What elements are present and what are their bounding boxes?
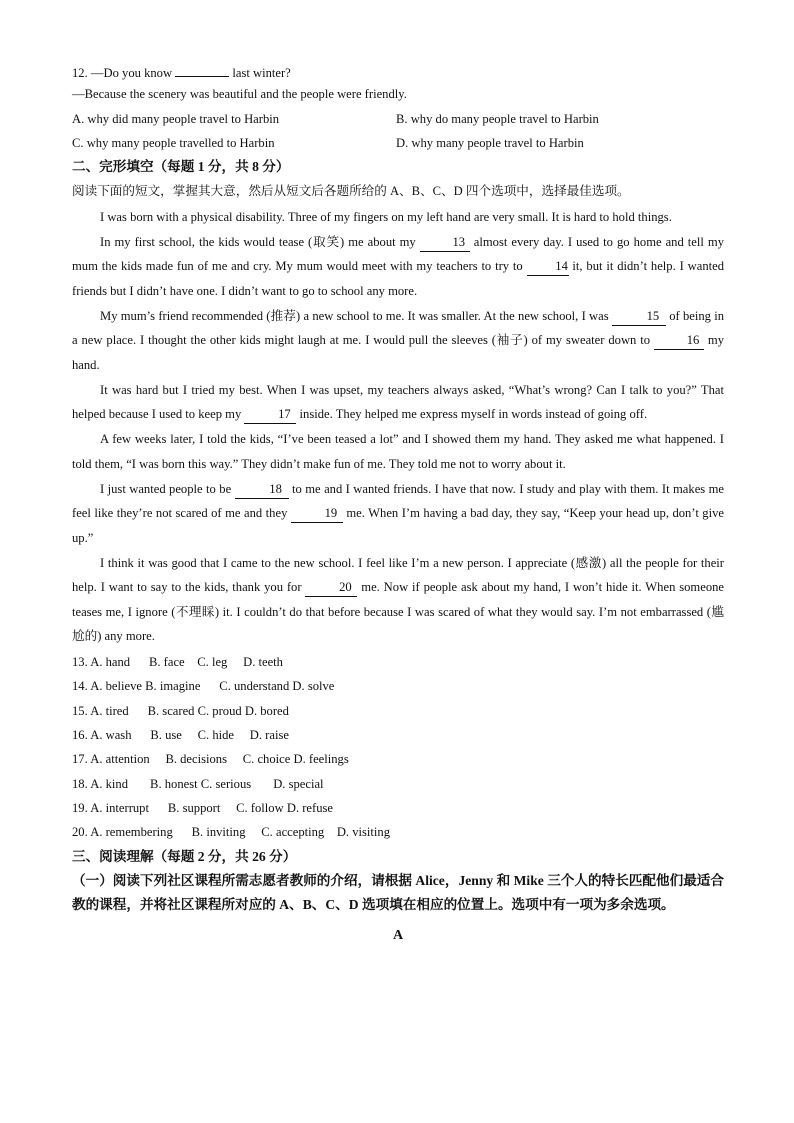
passage-paragraph-4: It was hard but I tried my best. When I was upset, my teachers always asked, “What’s wrong? Can I talk to you?” That helped because I used to keep my 17 inside. They helped me express myself in words instead of going off. xyxy=(72,378,724,427)
blank-17: 17 xyxy=(244,405,296,424)
q12-options-row-1 xyxy=(72,107,724,131)
section-3-instruction: （一）阅读下列社区课程所需志愿者教师的介绍，请根据 Alice，Jenny 和 Mike 三个人的特长匹配他们最适合教的课程，并将社区课程所对应的 A、B、C、D 选项填在相应的位置上。选项中有一项为多余选项。 xyxy=(72,872,724,913)
exam-page xyxy=(72,58,724,948)
passage-paragraph-2: In my first school, the kids would tease (取笑) me about my 13 almost every day. I used to go home and tell my mum the kids made fun of me and cry. My mum would meet with my teachers to try to 14 it, but it didn’t help. I wanted friends but I didn’t have one. I didn’t want to go to school any more. xyxy=(72,235,724,298)
choice-row-14: 14. A. believe B. imagine C. understand D. solve xyxy=(72,679,335,694)
blank-16: 16 xyxy=(654,331,704,350)
blank-18: 18 xyxy=(235,480,289,499)
section-2-instruction: 阅读下面的短文，掌握其大意，然后从短文后各题所给的 A、B、C、D 四个选项中，选择最佳选项。 xyxy=(72,184,630,199)
blank-13: 13 xyxy=(420,233,470,252)
choice-row-13: 13. A. hand B. face C. leg D. teeth xyxy=(72,655,283,670)
q12-stem: 12. —Do you know last winter? xyxy=(72,58,724,82)
choice-row-20: 20. A. remembering B. inviting C. accepting D. visiting xyxy=(72,825,391,840)
passage-paragraph-7: I think it was good that I came to the new school. I feel like I’m a new person. I appreciate (感激) all the people for their help. I want to say to the kids, thank you for 20 me. Now if people ask about my hand, I won’t hide it. When someone teases me, I ignore (不理睬) it. I couldn’t do that before because I was scared of what they would say. I’m not embarrassed (尴尬的) any more. xyxy=(72,555,724,643)
blank-15: 15 xyxy=(612,307,666,326)
q12-blank xyxy=(175,58,229,77)
choice-row-19: 19. A. interrupt B. support C. follow D. refuse xyxy=(72,800,334,815)
choices-list xyxy=(72,650,724,844)
choice-row-17: 17. A. attention B. decisions C. choice D. feelings xyxy=(72,752,349,767)
passage-paragraph-5: A few weeks later, I told the kids, “I’ve been teased a lot” and I showed them my hand. They asked me what happened. I told them, “I was born this way.” They didn’t make fun of me. They told me not to worry about it. xyxy=(72,432,724,471)
choice-row-16: 16. A. wash B. use C. hide D. raise xyxy=(72,728,289,743)
passage-paragraph-6: I just wanted people to be 18 to me and I wanted friends. I have that now. I study and play with them. It makes me feel like they’re not scared of me and they 19 me. When I’m having a bad day, they say, “Keep your head up, don’t give up.” xyxy=(72,482,724,545)
q12-option-c: C. why many people travelled to Harbin xyxy=(72,135,275,150)
part-label-a: A xyxy=(392,927,404,943)
blank-14: 14 xyxy=(527,257,569,276)
section-3-heading: 三、阅读理解（每题 2 分，共 26 分） xyxy=(72,848,297,864)
q12-option-a: A. why did many people travel to Harbin xyxy=(72,111,280,126)
q12-options-row-2 xyxy=(72,131,724,155)
q12-option-d: D. why many people travel to Harbin xyxy=(396,135,584,150)
passage-paragraph-1: I was born with a physical disability. Three of my fingers on my left hand are very small. It is hard to hold things. xyxy=(100,209,672,224)
passage-paragraph-3: My mum’s friend recommended (推荐) a new school to me. It was smaller. At the new school, I was 15 of being in a new place. I thought the other kids might laugh at me. I would pull the sleeves (袖子) of my sweater down to 16 my hand. xyxy=(72,308,724,372)
choice-row-15: 15. A. tired B. scared C. proud D. bored xyxy=(72,703,289,718)
choice-row-18: 18. A. kind B. honest C. serious D. special xyxy=(72,776,324,791)
blank-19: 19 xyxy=(291,504,343,523)
q12-option-b: B. why do many people travel to Harbin xyxy=(396,111,599,126)
section-2-heading: 二、完形填空（每题 1 分，共 8 分） xyxy=(72,159,290,175)
blank-20: 20 xyxy=(305,578,357,597)
q12-answer-line: —Because the scenery was beautiful and the people were friendly. xyxy=(72,87,407,102)
